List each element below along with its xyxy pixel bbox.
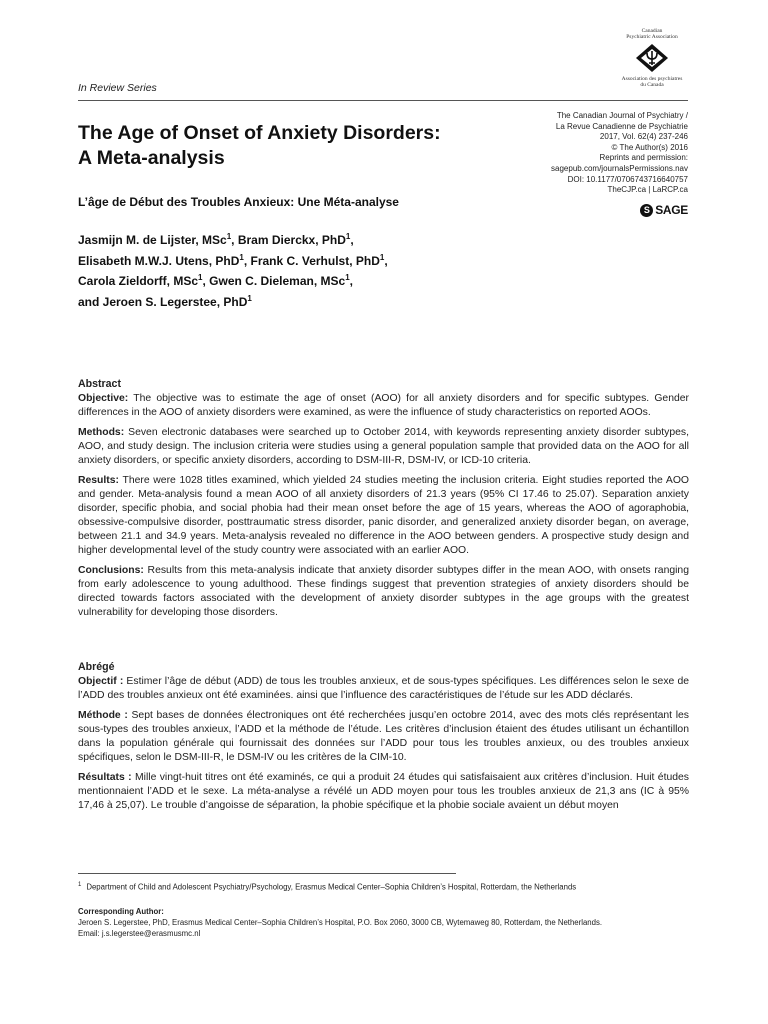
affiliation-marker: 1 — [345, 232, 351, 241]
author: Frank C. Verhulst, PhD$^1$, — [250, 252, 388, 268]
permissions-link[interactable]: sagepub.com/journalsPermissions.nav — [551, 163, 688, 173]
article-subtitle-fr: L’âge de Début des Troubles Anxieux: Une Méta-analyse — [78, 195, 399, 209]
publisher-logo — [640, 203, 688, 217]
abstract-results: Results: There were 1028 titles examined, which yielded 24 studies meeting the inclusion criteria. Eight studies reported the AOO and gender. Meta-analysis found a mean AOO of all anxiety disorders of 21.3 years (95% CI 17.46 to 25.07). Separation anxiety disorder, specific phobia, and social phobia had their mean onset before the age of 15 years, whereas the AOO of agoraphobia, obsessive-compulsive disorder, posttraumatic stress disorder, panic disorder, and generalized anxiety disorder began, on average, between 21.1 and 34.9 years. Meta-analysis revealed no difference in the AOO between genders. A prospective study design and higher developmental level of the study country were associated with an earlier AOO. — [78, 475, 689, 556]
corresponding-author-email[interactable]: Email: j.s.legerstee@erasmusmc.nl — [78, 928, 201, 938]
objective-label: Objective: — [78, 393, 129, 404]
header-divider — [78, 100, 688, 101]
abstract-section — [78, 377, 689, 626]
journal-websites[interactable]: TheCJP.ca | LaRCP.ca — [607, 185, 688, 195]
conclusions-label: Conclusions: — [78, 565, 144, 576]
journal-volume: 2017, Vol. 62(4) 237-246 — [599, 132, 688, 142]
abrege-objectif: Objectif : Estimer l’âge de début (ADD) de tous les troubles anxieux, et de sous-types spécifiques. Les différences selon le sexe de l’ADD des troubles anxieux ont été examinées. ainsi que l’influence des caractéristiques de l’étude sur les ADD déclarés. — [78, 676, 690, 701]
copyright: © The Author(s) 2016 — [611, 142, 688, 152]
affiliation-footnote: $^1$ Department of Child and Adolescent Psychiatry/Psychology, Erasmus Medical Center–Sophia Children’s Hospital, Rotterdam, the Netherlands — [78, 882, 577, 892]
abrege-heading: Abrégé — [78, 661, 115, 673]
corresponding-author-address: Jeroen S. Legerstee, PhD, Erasmus Medical Center–Sophia Children’s Hospital, P.O. Box 2060, 3000 CB, Wytemaweg 80, Rotterdam, the Netherlands. — [78, 917, 603, 927]
association-logo — [618, 28, 686, 88]
footnote-marker: 1 — [78, 882, 82, 888]
doi[interactable]: DOI: 10.1177/0706743716640757 — [567, 174, 688, 184]
article-title — [78, 121, 538, 171]
affiliation-marker: 1 — [198, 273, 203, 282]
author: Jasmijn M. de Lijster, MSc$^1$, — [78, 232, 238, 247]
author: Gwen C. Dieleman, MSc$^1$, — [209, 273, 353, 288]
series-label: In Review Series — [78, 82, 157, 94]
abstract-methods: Methods: Seven electronic databases were searched up to October 2014, with keywords representing anxiety disorder subtypes, AOO, and study design. The inclusion criteria were studies using a general population sample that provided data on the AOO for all anxiety disorders, or specific anxiety disorders, according to DSM-III-R, DSM-IV, or ICD-10 criteria. — [78, 427, 689, 466]
publisher-name: SAGE — [655, 203, 688, 217]
author: Carola Zieldorff, MSc$^1$, — [78, 273, 210, 288]
methode-label: Méthode : — [78, 710, 128, 721]
abstract-heading: Abstract — [78, 378, 121, 390]
journal-name-en: The Canadian Journal of Psychiatry / — [556, 111, 688, 120]
author-list — [78, 230, 518, 312]
reprints-label: Reprints and permission: — [599, 153, 688, 163]
psychiatric-association-emblem-icon — [635, 43, 669, 73]
abrege-section — [78, 660, 689, 819]
author: Bram Dierckx, PhD$^1$, — [237, 232, 354, 247]
affiliation-marker: 1 — [247, 293, 252, 303]
abrege-resultats: Résultats : Mille vingt-huit titres ont été examinés, ce qui a produit 24 études qui satisfaisaient aux critères d’inclusion. Huit études mentionnaient l’ADD et le sexe. La méta-analyse a révélé un ADD moyen pour tous les troubles anxieux de 21,3 ans (IC à 95% 17,46 à 25,07). Le trouble d’angoisse de séparation, la phobie spécifique et la phobie sociale avaient un début moyen — [78, 772, 689, 811]
affiliation-marker: 1 — [226, 232, 232, 241]
affiliation-marker: 1 — [379, 252, 385, 262]
affiliation-marker: 1 — [345, 273, 350, 282]
article-title-line-2: A Meta-analysis — [78, 147, 225, 169]
abstract-objective: Objective: The objective was to estimate the age of onset (AOO) for all anxiety disorders and for specific subtypes. Gender differences in the AOO of anxiety disorders were examined, as were the influence of study characteristics on reported AOOs. — [78, 393, 689, 418]
results-label: Results: — [78, 475, 119, 486]
methods-label: Methods: — [78, 427, 125, 438]
resultats-label: Résultats : — [78, 772, 132, 783]
journal-name-fr: La Revue Canadienne de Psychiatrie — [555, 121, 688, 131]
footnotes — [78, 880, 698, 939]
abrege-methode: Méthode : Sept bases de données électroniques ont été recherchées jusqu’en octobre 2014, avec des mots clés représentant les sous-types des troubles anxieux, l’ADD et la méthode de l’étude. Les critères d’inclusion étaient des études utilisant un échantillon dans la population générale qui fournissait des données sur l’ADD pour tous les troubles anxieux, ou des troubles anxieux spécifiques, selon le DSM-III-R, le DSM-IV ou les critères de la CIM-10. — [78, 710, 689, 763]
logo-bottom-text-1: Association des psychiatres — [621, 76, 683, 82]
logo-bottom-text-2: du Canada — [640, 82, 664, 88]
abstract-conclusions: Conclusions: Results from this meta-analysis indicate that anxiety disorder subtypes differ in the mean AOO, with onsets ranging from early adolescence to young adulthood. These findings suggest that prevention strategies of anxiety disorders should be directed towards factors associated with the development of anxiety disorder subtypes in the age groups with the greatest vulnerability for developing those disorders. — [78, 565, 689, 618]
author: and Jeroen S. Legerstee, PhD$^1$ — [78, 293, 252, 309]
author: Elisabeth M.W.J. Utens, PhD$^1$, — [78, 252, 251, 268]
article-title-line-1: The Age of Onset of Anxiety Disorders: — [78, 122, 441, 144]
corresponding-author-heading: Corresponding Author: — [78, 906, 164, 916]
affiliation-marker: 1 — [239, 252, 244, 262]
footnote-divider — [78, 873, 456, 874]
logo-top-text-1: Canadian — [641, 28, 663, 34]
sage-s-icon: S — [640, 204, 653, 217]
logo-top-text-2: Psychiatric Association — [626, 34, 678, 40]
objectif-label: Objectif : — [78, 676, 124, 687]
